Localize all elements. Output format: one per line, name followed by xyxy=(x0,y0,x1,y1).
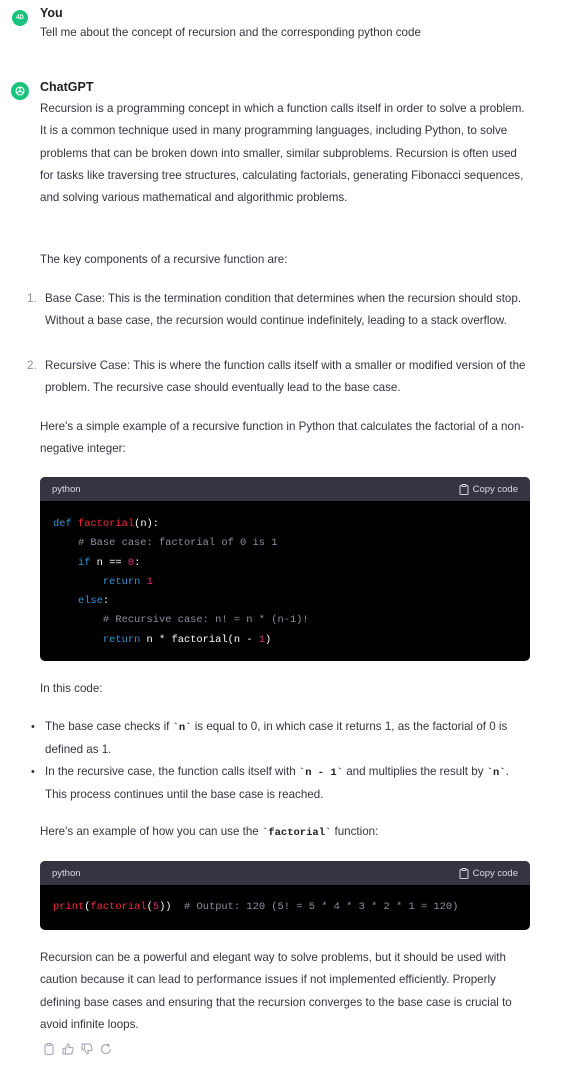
chatgpt-avatar xyxy=(11,82,29,100)
bullet-icon: • xyxy=(31,721,35,733)
copy-code-button[interactable] xyxy=(459,484,518,495)
intro-paragraph: Recursion is a programming concept in which a function calls itself in order to solve a problem. It is a common technique used in many programming languages, including Python, to solve problems that can be broken down into smaller, similar subproblems. Recursion is often used for tasks like traversing tree structures, calculating factorials, generating Fibonacci sequences, and solving various mathematical and algorithmic problems. xyxy=(40,102,525,205)
list-item xyxy=(27,355,528,400)
code-header xyxy=(40,861,530,885)
assistant-name: ChatGPT xyxy=(40,80,94,94)
thumbs-up-icon[interactable] xyxy=(61,1042,75,1056)
bullet-icon: • xyxy=(31,766,35,778)
in-this-code-text: In this code: xyxy=(40,682,103,695)
code-line: # Recursive case: n! = n * (n-1)! xyxy=(53,614,309,627)
openai-logo-icon xyxy=(14,85,26,97)
copy-code-label: Copy code xyxy=(472,483,518,495)
bullet-text: The base case checks if xyxy=(45,720,173,733)
list-item xyxy=(31,716,528,762)
list-item xyxy=(31,761,528,807)
copy-code-button[interactable] xyxy=(459,868,518,879)
clipboard-icon xyxy=(459,484,469,495)
clipboard-icon[interactable] xyxy=(42,1042,56,1056)
clipboard-icon xyxy=(459,868,469,879)
user-avatar: 4D xyxy=(12,10,28,26)
code-line: # Base case: factorial of 0 is 1 xyxy=(53,537,278,550)
code-language: python xyxy=(52,483,81,495)
inline-code: `factorial` xyxy=(261,827,332,839)
code-line: else: xyxy=(77,595,110,608)
usage-text-after: function: xyxy=(331,825,379,838)
thumbs-down-icon[interactable] xyxy=(80,1042,94,1056)
code-line: return 1 xyxy=(102,575,153,588)
code-block xyxy=(40,861,530,930)
code-block xyxy=(40,477,530,661)
inline-code: `n` xyxy=(486,767,506,779)
bullet-text: is equal to 0, in which case it returns 1, as the factorial of 0 is defined as 1. xyxy=(45,720,508,757)
code-line: if n == 0: xyxy=(77,556,141,569)
usage-text xyxy=(40,821,528,844)
code-header xyxy=(40,477,530,501)
list-text: Recursive Case: This is where the function calls itself with a smaller or modified version of the problem. The recursive case should eventually lead to the base case. xyxy=(45,359,526,395)
code-content xyxy=(40,501,530,661)
code-language: python xyxy=(52,867,81,879)
bullet-text: and multiplies the result by xyxy=(343,765,487,778)
key-components-text: The key components of a recursive function are: xyxy=(40,253,288,266)
list-number: 1. xyxy=(27,292,37,305)
example-intro: Here's a simple example of a recursive function in Python that calculates the factorial of a non-negative integer: xyxy=(40,420,525,456)
message-actions xyxy=(42,1042,113,1056)
list-number: 2. xyxy=(27,359,37,372)
code-line: def factorial(n): xyxy=(53,518,160,530)
code-content: print(factorial(5)) # Output: 120 (5! = 5 * 4 * 3 * 2 * 1 = 120) xyxy=(53,901,459,913)
user-message: Tell me about the concept of recursion and the corresponding python code xyxy=(40,26,421,39)
regenerate-icon[interactable] xyxy=(99,1042,113,1056)
list-text: Base Case: This is the termination condition that determines when the recursion should stop. Without a base case, the recursion would continue indefinitely, leading to a stack overflow. xyxy=(45,292,522,328)
copy-code-label: Copy code xyxy=(472,867,518,879)
bullet-text: In the recursive case, the function calls itself with xyxy=(45,765,299,778)
user-name: You xyxy=(40,6,63,20)
code-line: return n * factorial(n - 1) xyxy=(102,633,272,646)
list-item xyxy=(27,288,528,333)
conclusion-paragraph: Recursion can be a powerful and elegant way to solve problems, but it should be used with caution because it can lead to performance issues if not implemented efficiently. Properly defining base cases and ensuring that the recursion converges to the base case is crucial to avoid infinite loops. xyxy=(40,951,512,1031)
inline-code: `n - 1` xyxy=(298,767,344,779)
inline-code: `n` xyxy=(172,722,192,734)
usage-text-before: Here's an example of how you can use the xyxy=(40,825,262,838)
bullet-text: . This process continues until the base case is reached. xyxy=(45,765,509,802)
